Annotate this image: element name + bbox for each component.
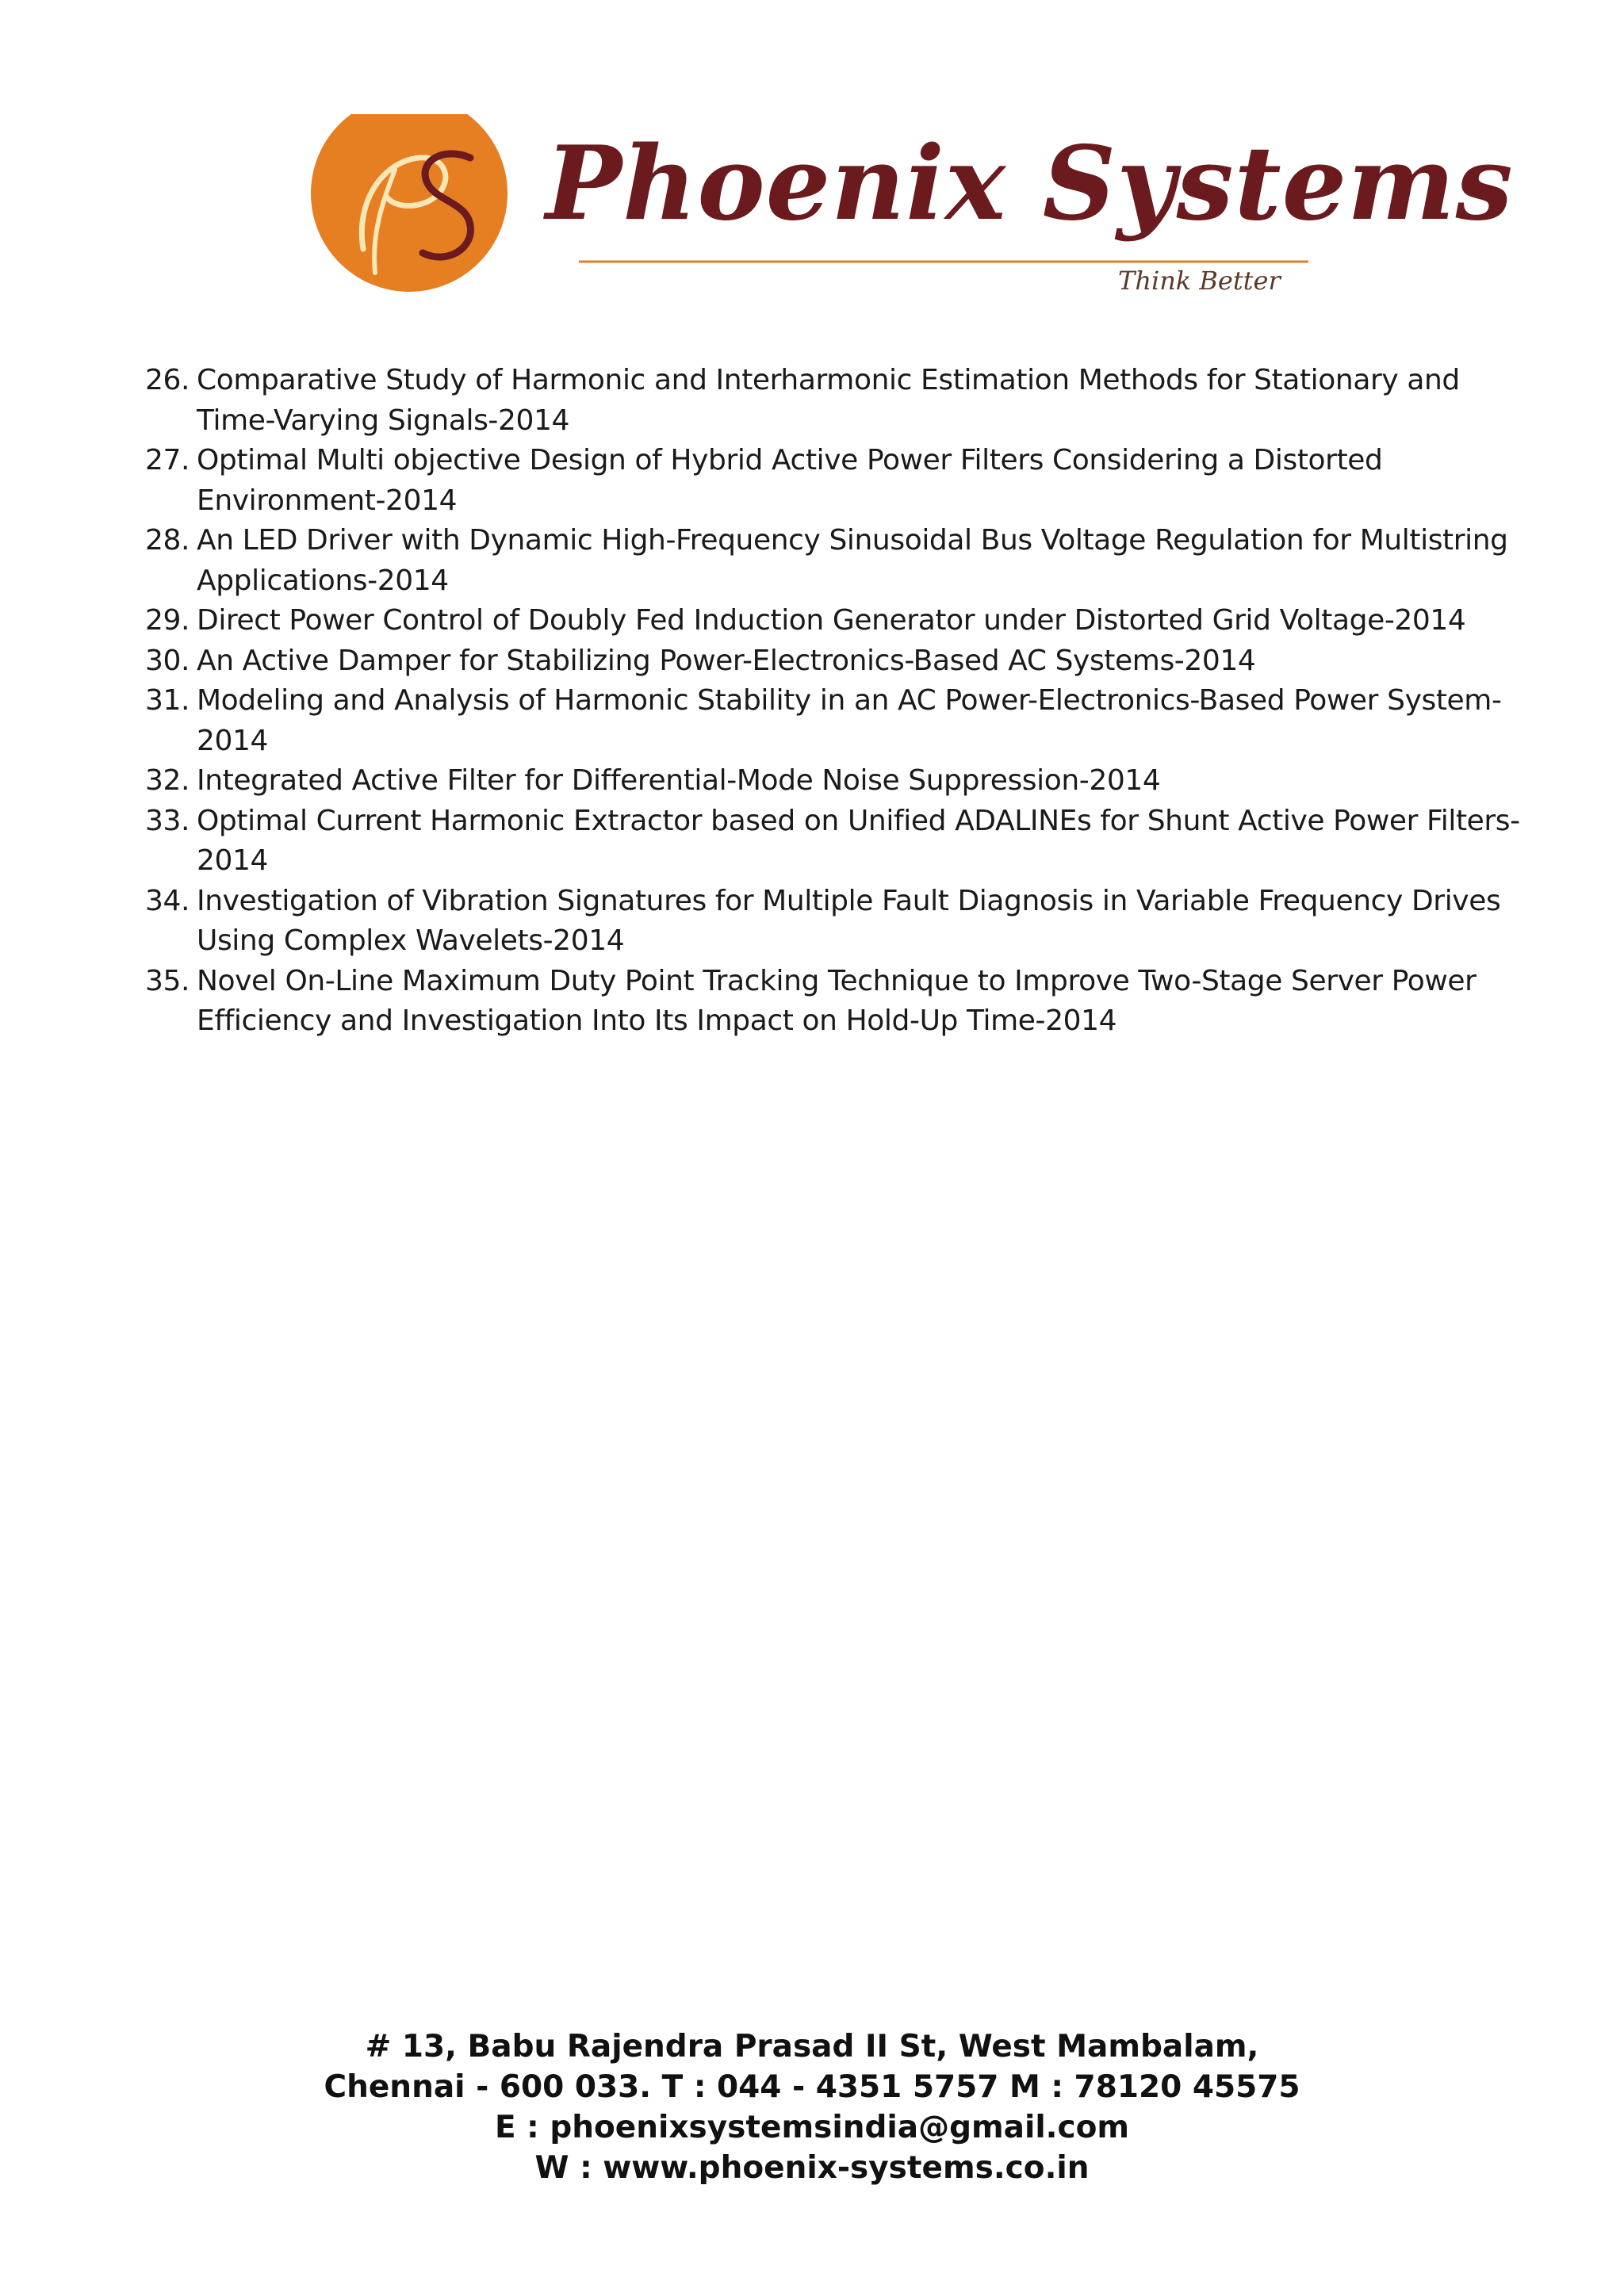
list-item (145, 641, 1541, 682)
brand-name: Phoenix Systems (546, 124, 1514, 243)
footer-contact-block (0, 2026, 1624, 2188)
item-number: 29. (145, 604, 190, 637)
item-number: 35. (145, 964, 190, 997)
item-title: Optimal Multi objective Design of Hybrid Active Power Filters Considering a Distorted Environment-2014 (197, 444, 1383, 517)
footer-phone: Chennai - 600 033. T : 044 - 4351 5757 M : 78120 45575 (324, 2069, 1300, 2105)
list-item (145, 601, 1541, 641)
item-title: Investigation of Vibration Signatures for Multiple Fault Diagnosis in Variable Frequency Drives Using Complex Wavelets-2014 (197, 884, 1501, 957)
list-item (145, 882, 1541, 962)
list-item (145, 962, 1541, 1042)
item-number: 34. (145, 884, 190, 917)
item-number: 28. (145, 524, 190, 557)
item-title: An Active Damper for Stabilizing Power-Electronics-Based AC Systems-2014 (197, 644, 1256, 677)
monogram-badge-icon (311, 114, 508, 292)
list-item (145, 521, 1541, 601)
item-title: An LED Driver with Dynamic High-Frequency Sinusoidal Bus Voltage Regulation for Multistring Applications-2014 (197, 524, 1508, 597)
item-title: Direct Power Control of Doubly Fed Induction Generator under Distorted Grid Voltage-2014 (197, 604, 1466, 637)
footer-website: W : www.phoenix-systems.co.in (534, 2150, 1090, 2186)
item-number: 31. (145, 684, 190, 717)
item-number: 32. (145, 764, 190, 797)
item-title: Comparative Study of Harmonic and Interharmonic Estimation Methods for Stationary and Time-Varying Signals-2014 (197, 364, 1460, 437)
item-number: 27. (145, 444, 190, 476)
company-logo (308, 114, 1514, 320)
item-number: 26. (145, 364, 190, 396)
item-title: Novel On-Line Maximum Duty Point Tracking Technique to Improve Two-Stage Server Power Efficiency and Investigation Into Its Impact on Hold-Up Time-2014 (197, 964, 1477, 1037)
list-item (145, 802, 1541, 882)
list-item (145, 761, 1541, 802)
item-number: 33. (145, 804, 190, 837)
item-title: Modeling and Analysis of Harmonic Stability in an AC Power-Electronics-Based Power System-2014 (197, 684, 1502, 757)
footer-address: # 13, Babu Rajendra Prasad II St, West Mambalam, (365, 2029, 1259, 2064)
item-title: Optimal Current Harmonic Extractor based on Unified ADALINEs for Shunt Active Power Filters-2014 (197, 804, 1520, 877)
list-item (145, 681, 1541, 761)
tagline: Think Better (1118, 266, 1281, 296)
item-number: 30. (145, 644, 190, 677)
list-item (145, 361, 1541, 441)
paper-title-list (145, 361, 1541, 1042)
footer-email: E : phoenixsystemsindia@gmail.com (494, 2110, 1130, 2145)
list-item (145, 441, 1541, 521)
item-title: Integrated Active Filter for Differential-Mode Noise Suppression-2014 (197, 764, 1161, 797)
